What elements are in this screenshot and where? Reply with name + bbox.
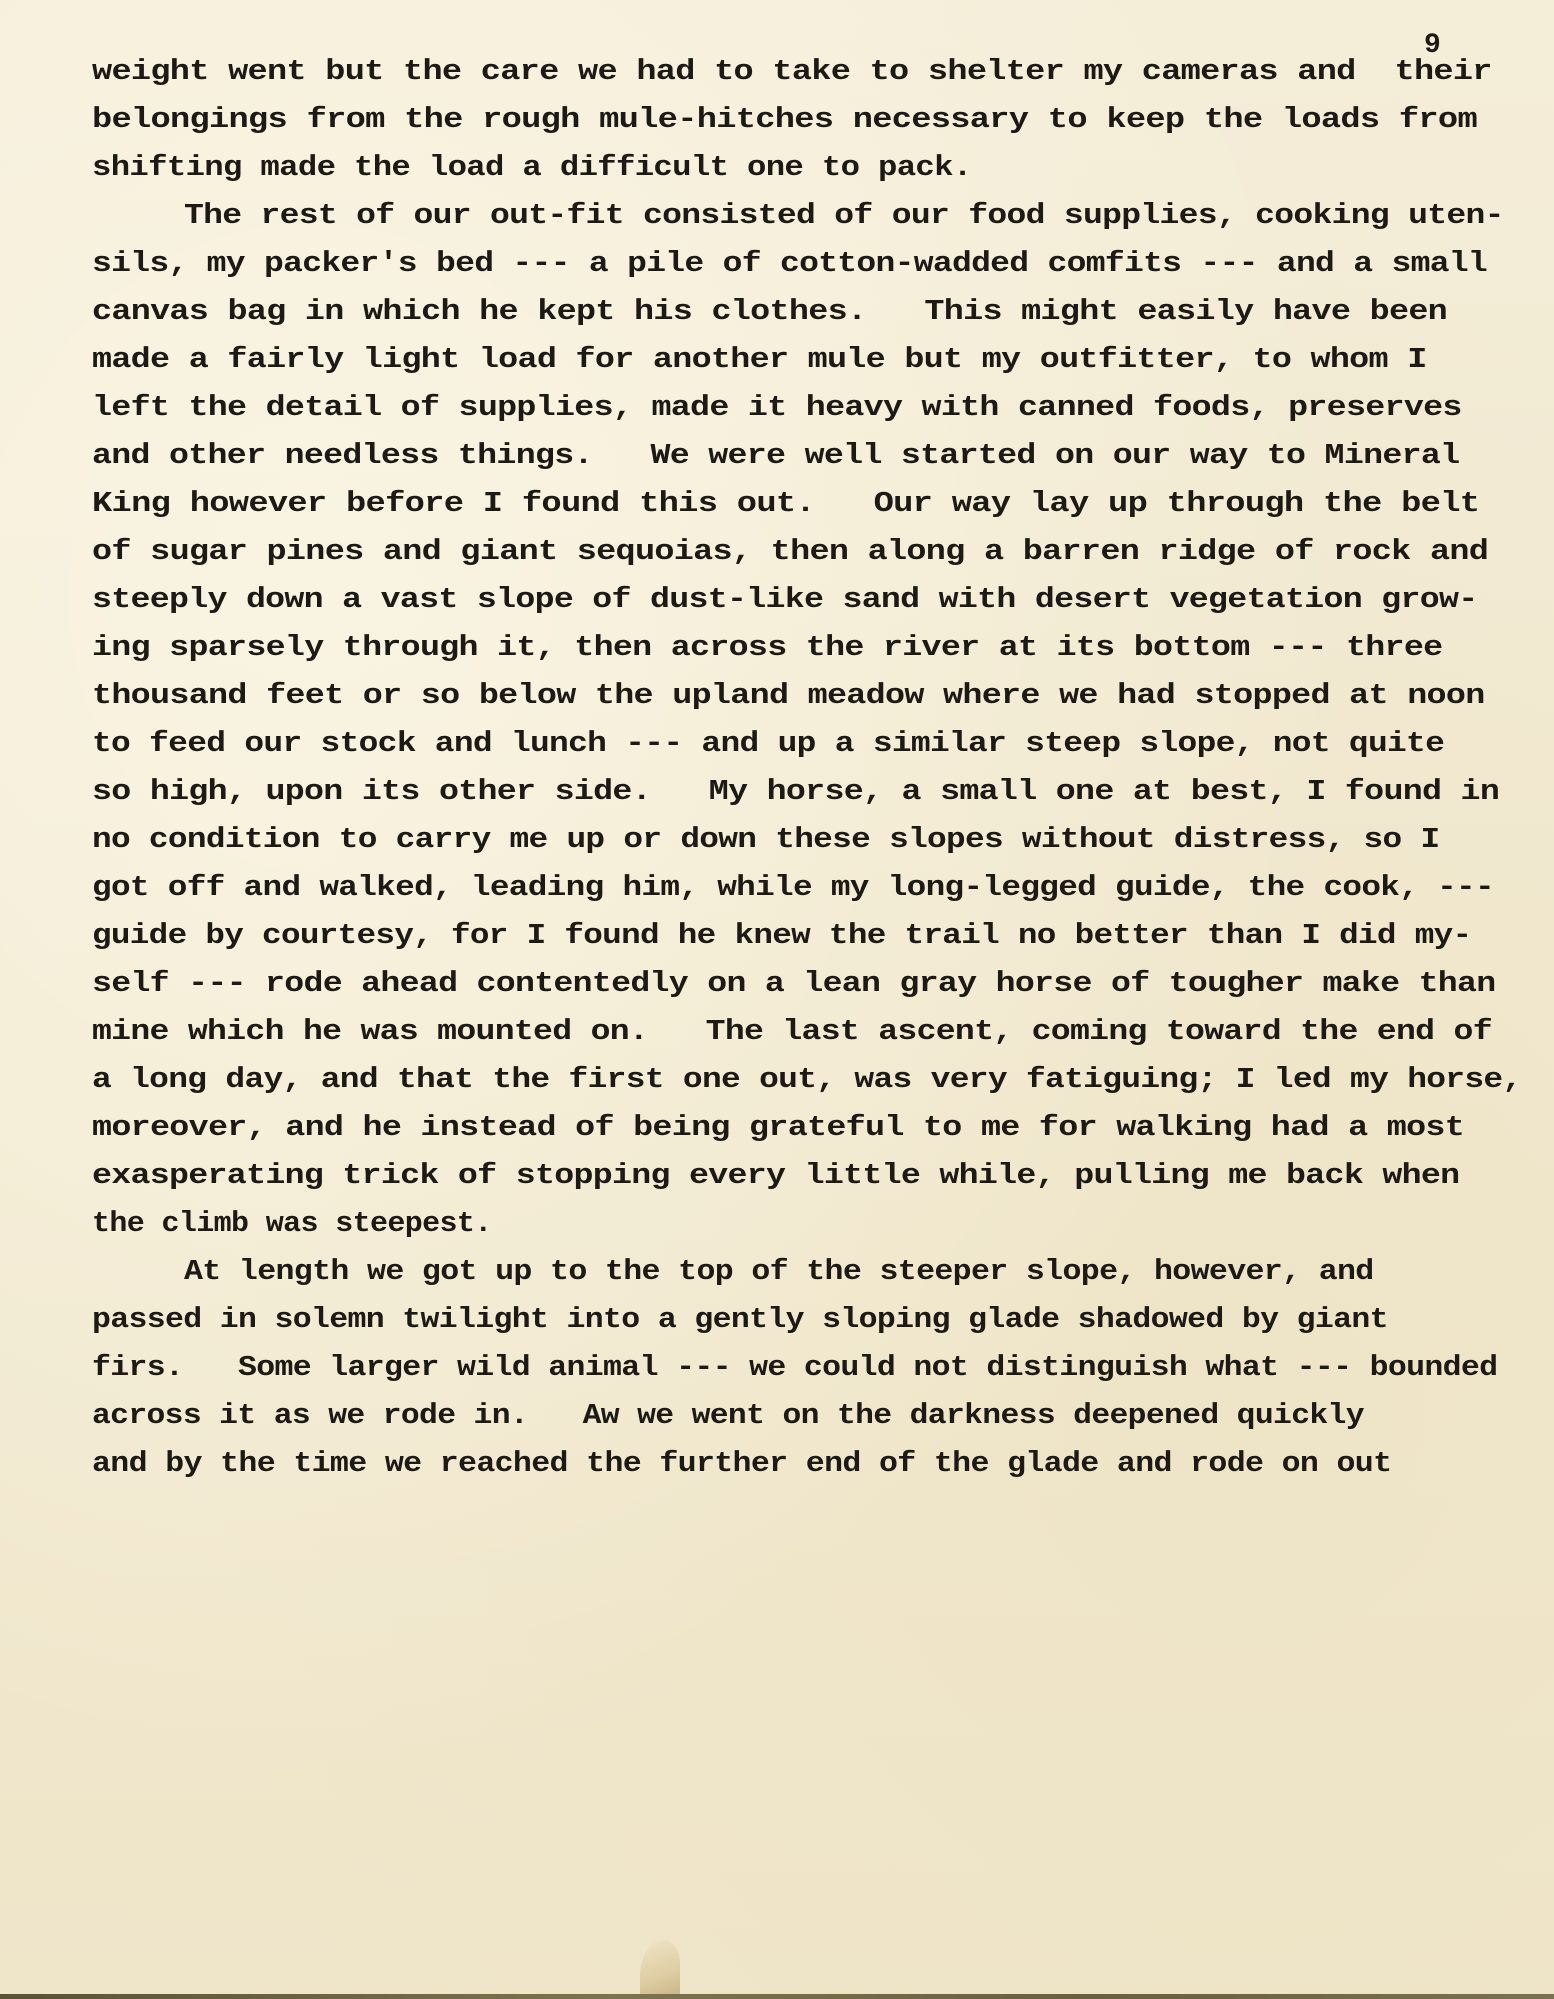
text-line: and by the time we reached the further end of the glade and rode on out xyxy=(92,1447,1392,1480)
text-line: so high, upon its other side. My horse, a small one at best, I found in xyxy=(92,775,1500,808)
text-line: shifting made the load a difficult one to pack. xyxy=(92,151,972,184)
text-line: mine which he was mounted on. The last ascent, coming toward the end of xyxy=(92,1015,1492,1048)
text-line: and other needless things. We were well started on our way to Mineral xyxy=(92,439,1460,472)
text-line: guide by courtesy, for I found he knew the trail no better than I did my- xyxy=(92,919,1472,952)
text-line: sils, my packer's bed --- a pile of cotton-wadded comfits --- and a small xyxy=(92,247,1488,280)
page-bottom-edge xyxy=(0,1994,1554,1999)
paragraph-start-line: The rest of our out-fit consisted of our food supplies, cooking uten- xyxy=(184,199,1504,232)
text-line: moreover, and he instead of being grateful to me for walking had a most xyxy=(92,1111,1465,1144)
page-number: 9 xyxy=(1424,30,1441,61)
paragraph-start-line: At length we got up to the top of the steeper slope, however, and xyxy=(184,1255,1374,1288)
text-line: thousand feet or so below the upland meadow where we had stopped at noon xyxy=(92,679,1485,712)
text-line: passed in solemn twilight into a gently sloping glade shadowed by giant xyxy=(92,1303,1388,1336)
text-line: a long day, and that the first one out, was very fatiguing; I led my horse, xyxy=(92,1063,1522,1096)
paper-stain xyxy=(640,1940,680,1999)
text-line: made a fairly light load for another mule but my outfitter, to whom I xyxy=(92,343,1427,376)
text-line: no condition to carry me up or down these slopes without distress, so I xyxy=(92,823,1440,856)
text-line: across it as we rode in. Aw we went on the darkness deepened quickly xyxy=(92,1399,1364,1432)
text-line: belongings from the rough mule-hitches necessary to keep the loads from xyxy=(92,103,1477,136)
text-line: weight went but the care we had to take to shelter my cameras and their xyxy=(92,55,1492,88)
text-line: ing sparsely through it, then across the river at its bottom --- three xyxy=(92,631,1443,664)
text-line: got off and walked, leading him, while my long-legged guide, the cook, --- xyxy=(92,871,1494,904)
text-line: left the detail of supplies, made it heavy with canned foods, preserves xyxy=(92,391,1462,424)
text-line: the climb was steepest. xyxy=(92,1207,492,1240)
text-line: canvas bag in which he kept his clothes. This might easily have been xyxy=(92,295,1448,328)
text-line: firs. Some larger wild animal --- we could not distinguish what --- bounded xyxy=(92,1351,1498,1384)
text-line: self --- rode ahead contentedly on a lean gray horse of tougher make than xyxy=(92,967,1496,1000)
text-line: to feed our stock and lunch --- and up a similar steep slope, not quite xyxy=(92,727,1445,760)
text-line: King however before I found this out. Our way lay up through the belt xyxy=(92,487,1480,520)
text-line: steeply down a vast slope of dust-like sand with desert vegetation grow- xyxy=(92,583,1478,616)
text-line: of sugar pines and giant sequoias, then along a barren ridge of rock and xyxy=(92,535,1489,568)
text-line: exasperating trick of stopping every little while, pulling me back when xyxy=(92,1159,1460,1192)
